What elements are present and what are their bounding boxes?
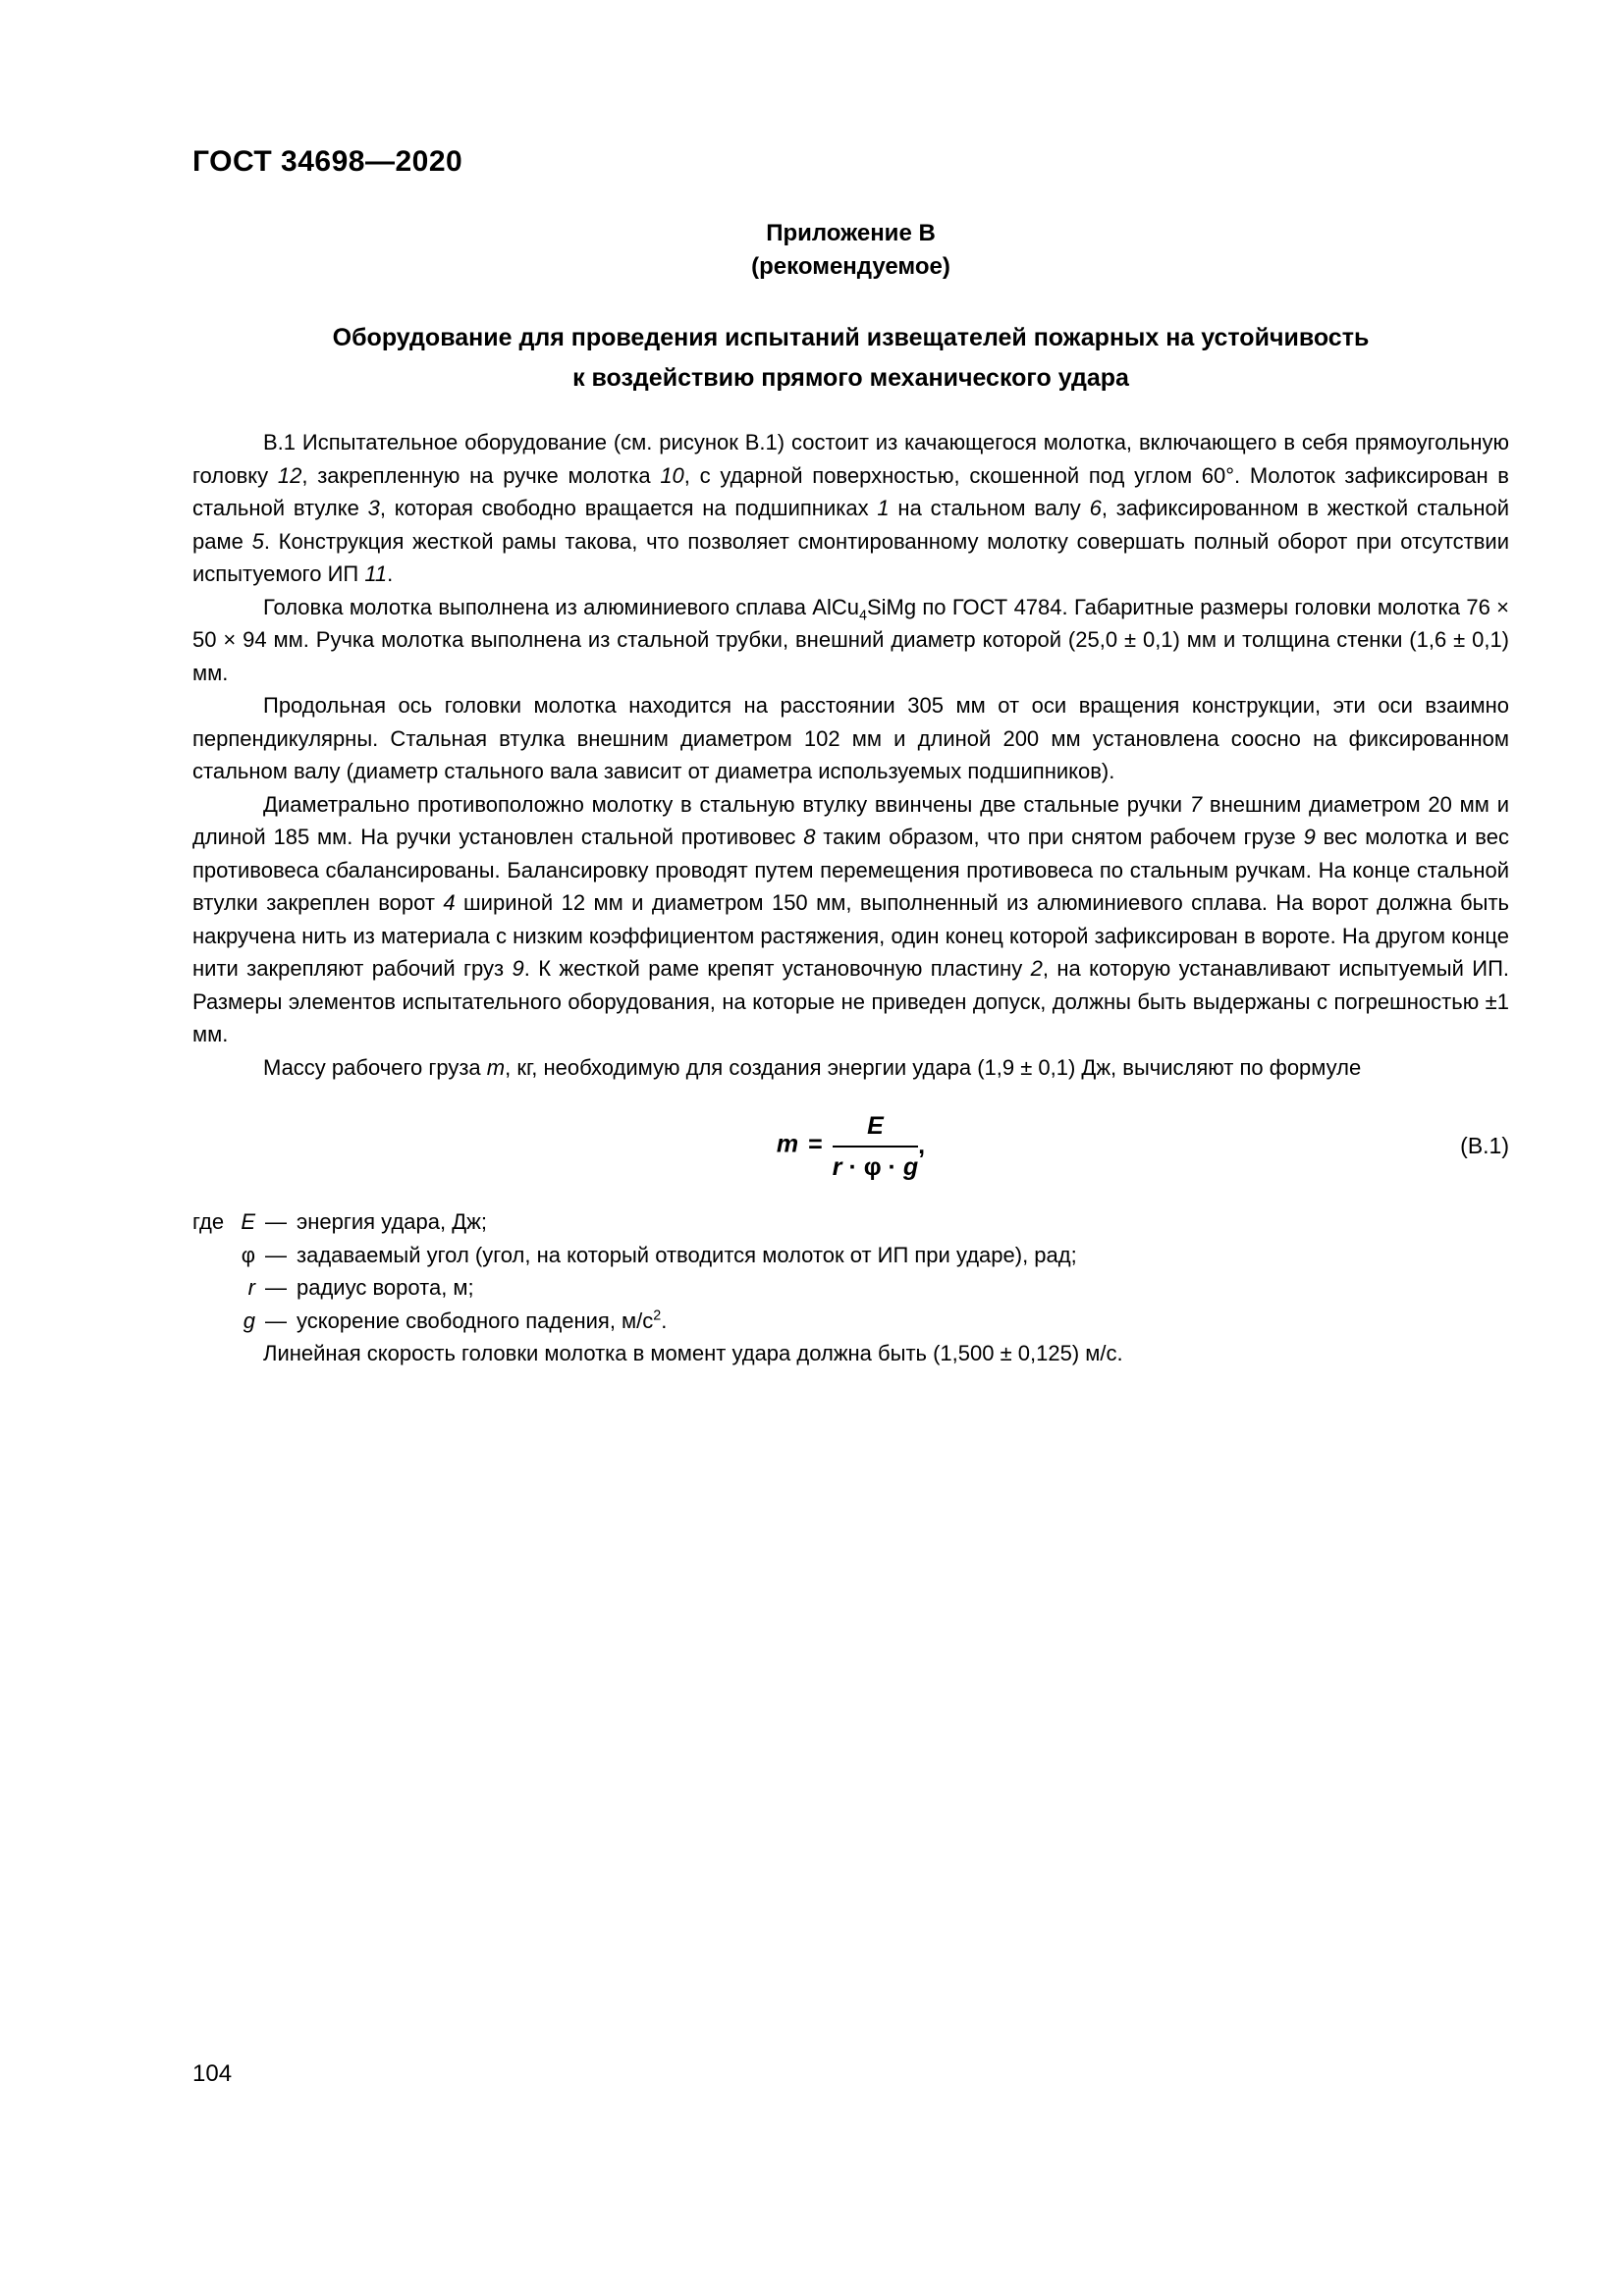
formula-numerator: E bbox=[833, 1109, 918, 1148]
formula bbox=[777, 1109, 925, 1182]
definition-dash: — bbox=[265, 1308, 287, 1333]
page-content bbox=[192, 0, 1509, 1370]
formula-comma: , bbox=[918, 1132, 926, 1159]
definition-symbol: φ bbox=[241, 1242, 255, 1267]
document-header: ГОСТ 34698—2020 bbox=[192, 145, 463, 178]
definition-symbol: g bbox=[243, 1308, 255, 1333]
appendix-label: Приложение В bbox=[766, 220, 936, 246]
paragraph-axis: Продольная ось головки молотка находится на расстоянии 305 мм от оси вращения конструкции, эти оси взаимно перпендикулярны. Стальная втулка внешним диаметром 102 мм и длиной 200 мм установлена соосно на фиксированном стальном валу (диаметр стального вала зависит от диаметра используемых подшипников). bbox=[192, 693, 1509, 783]
definition-row-phi bbox=[192, 1239, 1509, 1272]
paragraph-mass-intro: Массу рабочего груза m, кг, необходимую для создания энергии удара (1,9 ± 0,1) Дж, вычисляют по формуле bbox=[263, 1054, 1362, 1080]
definition-text: энергия удара, Дж; bbox=[297, 1209, 487, 1234]
formula-fraction bbox=[833, 1109, 918, 1182]
definition-dash: — bbox=[265, 1275, 287, 1300]
formula-lhs: m bbox=[776, 1130, 799, 1158]
appendix-note: (рекомендуемое) bbox=[751, 253, 950, 280]
definition-symbol: r bbox=[247, 1275, 255, 1300]
definition-row-g bbox=[192, 1305, 1509, 1338]
definition-row-r bbox=[192, 1271, 1509, 1305]
appendix-title bbox=[192, 318, 1509, 399]
definitions-list bbox=[192, 1205, 1509, 1337]
definition-text: радиус ворота, м; bbox=[297, 1275, 474, 1300]
definition-row-e bbox=[192, 1205, 1509, 1239]
definition-dash: — bbox=[265, 1242, 287, 1267]
appendix-title-line1: Оборудование для проведения испытаний извещателей пожарных на устойчивость bbox=[332, 324, 1370, 351]
formula-number: (В.1) bbox=[1460, 1133, 1509, 1158]
paragraph-hammer-head: Головка молотка выполнена из алюминиевого сплава AlCu$_4$SiMg по ГОСТ 4784. Габаритные размеры головки молотка 76 × 50 × 94 мм. Ручка молотка выполнена из стальной трубки, внешний диаметр которой (25,0 ± 0,1) мм и толщина стенки (1,6 ± 0,1) мм. bbox=[192, 594, 1509, 685]
definition-text: ускорение свободного падения, $м/с^2$. bbox=[297, 1308, 668, 1333]
closing-sentence: Линейная скорость головки молотка в момент удара должна быть (1,500 ± 0,125) м/с. bbox=[263, 1341, 1123, 1365]
formula-denominator: r · φ · g bbox=[832, 1153, 919, 1181]
page-number: 104 bbox=[192, 2060, 233, 2087]
body-text bbox=[192, 426, 1509, 1084]
appendix-title-line2: к воздействию прямого механического удара bbox=[572, 364, 1129, 392]
definition-text: задаваемый угол (угол, на который отводится молоток от ИП при ударе), рад; bbox=[297, 1242, 1077, 1267]
definition-dash: — bbox=[265, 1209, 287, 1234]
where-label: где bbox=[192, 1209, 225, 1234]
definition-symbol: E bbox=[241, 1209, 255, 1234]
formula-equals: = bbox=[808, 1130, 823, 1158]
formula-block bbox=[192, 1109, 1509, 1182]
paragraph-b1: В.1 Испытательное оборудование (см. рисунок В.1) состоит из качающегося молотка, включающего в себя прямоугольную головку 12, закрепленную на ручке молотка 10, с ударной поверхностью, скошенной под углом 60°. Молоток зафиксирован в стальной втулке 3, которая свободно вращается на подшипниках 1 на стальном валу 6, зафиксированном в жесткой стальной раме 5. Конструкция жесткой рамы такова, что позволяет смонтированному молотку совершать полный оборот при отсутствии испытуемого ИП 11. bbox=[192, 430, 1509, 586]
paragraph-counterweight: Диаметрально противоположно молотку в стальную втулку ввинчены две стальные ручки 7 внешним диаметром 20 мм и длиной 185 мм. На ручки установлен стальной противовес 8 таким образом, что при снятом рабочем грузе 9 вес молотка и вес противовеса сбалансированы. Балансировку проводят путем перемещения противовеса по стальным ручкам. На конце стальной втулки закреплен ворот 4 шириной 12 мм и диаметром 150 мм, выполненный из алюминиевого сплава. На ворот должна быть накручена нить из материала с низким коэффициентом растяжения, один конец которой зафиксирован в вороте. На другом конце нити закрепляют рабочий груз 9. К жесткой раме крепят установочную пластину 2, на которую устанавливают испытуемый ИП. Размеры элементов испытательного оборудования, на которые не приведен допуск, должны быть выдержаны с погрешностью ±1 мм. bbox=[192, 791, 1509, 1046]
